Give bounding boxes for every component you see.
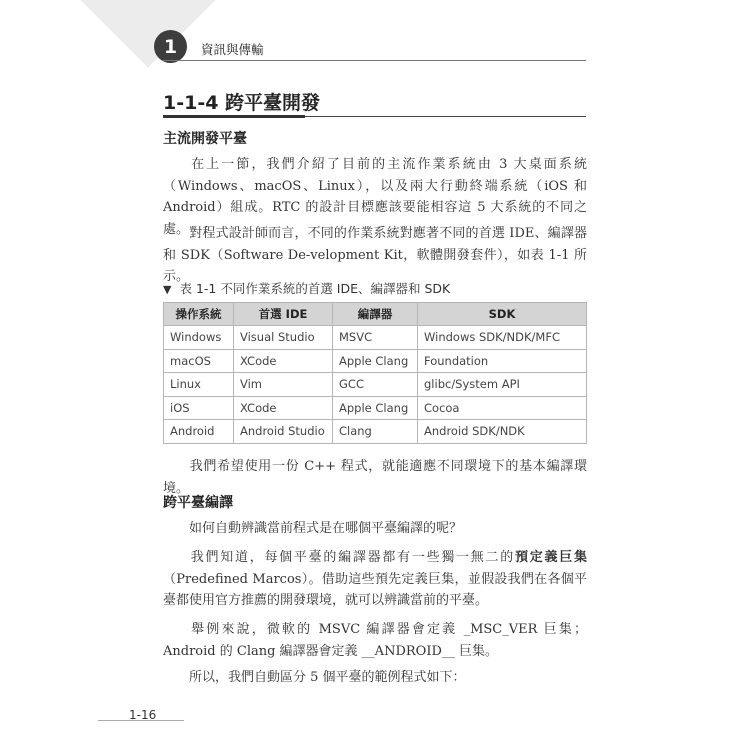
paragraph-ide-sdk [163,223,587,288]
table-cell: Visual Studio [234,326,333,350]
table-row [164,396,587,420]
paragraph-cpp-goal-text: 我們希望使用一份 C++ 程式，就能適應不同環境下的基本編譯環境。 [163,459,587,496]
table-cell: glibc/System API [418,373,587,397]
table-caption-text: 表 1-1 不同作業系統的首選 IDE、編譯器和 SDK [179,281,451,296]
page-number: 1-16 [129,708,157,722]
table-cell: Windows [164,326,234,350]
table-row [164,326,587,350]
table-cell: Android SDK/NDK [418,420,587,444]
table-row [164,349,587,373]
table-cell: MSVC [333,326,418,350]
chapter-title: 資訊與傳輸 [201,42,264,57]
table-cell: Apple Clang [333,396,418,420]
table-header-cell: 首選 IDE [234,303,333,326]
subheading-mainstream-platforms: 主流開發平臺 [163,131,247,147]
table-cell: Cocoa [418,396,587,420]
section-title: 1-1-4 跨平臺開發 [163,92,321,114]
table-cell: Vim [234,373,333,397]
section-title-underline [163,116,586,117]
bold-term-predefined-macros: 預定義巨集 [515,550,587,565]
paragraph-example [163,619,587,662]
paragraph-macros-text-a: 我們知道，每個平臺的編譯器都有一些獨一無二的 [189,550,516,565]
table-header-cell: SDK [418,303,587,326]
paragraph-conclusion [163,667,587,689]
paragraph-question [163,518,587,540]
chapter-number-badge: 1 [154,30,187,63]
table-header-cell: 編譯器 [333,303,418,326]
table-caption [163,279,450,297]
table-cell: Linux [164,373,234,397]
paragraph-macros-text-b: （Predefined Marcos）。借助這些預先定義巨集，並假設我們在各個平臺都使用官方推薦的開發環境，就可以辨識當前的平臺。 [163,571,587,608]
table-cell: Android Studio [234,420,333,444]
subheading-cross-platform-compile: 跨平臺編譯 [163,495,233,511]
table-row [164,373,587,397]
paragraph-question-text: 如何自動辨識當前程式是在哪個平臺編譯的呢？ [189,521,463,536]
table-cell: Android [164,420,234,444]
table-cell: Clang [333,420,418,444]
paragraph-predefined-macros [163,547,587,612]
paragraph-intro-text: 在上一節，我們介紹了目前的主流作業系統由 3 大桌面系統（Windows、macOS、Linux），以及兩大行動終端系統（iOS 和 Android）組成。RTC 的設計目標應該要能相容這 5 大系統的不同之處。 [163,157,587,237]
corner-decoration [74,0,221,68]
table-cell: iOS [164,396,234,420]
table-cell: Windows SDK/NDK/MFC [418,326,587,350]
table-cell: GCC [333,373,418,397]
paragraph-conclusion-text: 所以，我們自動區分 5 個平臺的範例程式如下： [189,670,466,685]
table-header-row [164,303,587,326]
platform-table [163,302,587,444]
table-cell: Foundation [418,349,587,373]
table-cell: XCode [234,349,333,373]
table-row [164,420,587,444]
paragraph-example-text: 舉例來說，微軟的 MSVC 編譯器會定義 _MSC_VER 巨集；Android 的 Clang 編譯器會定義 __ANDROID__ 巨集。 [163,622,587,659]
table-header-cell: 操作系統 [164,303,234,326]
table-cell: XCode [234,396,333,420]
header-rule [163,60,586,61]
table-cell: Apple Clang [333,349,418,373]
paragraph-ide-sdk-text: 對程式設計師而言，不同的作業系統對應著不同的首選 IDE、編譯器和 SDK（Software De-velopment Kit，軟體開發套件），如表 1-1 所示。 [163,226,587,284]
table-cell: macOS [164,349,234,373]
triangle-down-icon: ▼ [163,283,172,296]
